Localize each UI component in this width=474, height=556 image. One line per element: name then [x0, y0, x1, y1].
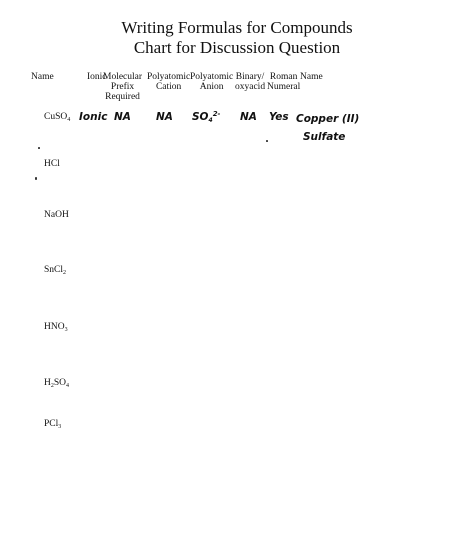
- anion-subscript: 4: [208, 117, 213, 124]
- compound-subscript: 3: [58, 424, 62, 430]
- header-ionic-text: Ionic: [87, 72, 107, 82]
- title-line-2: Chart for Discussion Question: [133, 38, 341, 57]
- stray-mark: [38, 147, 40, 149]
- compound-base: PCl: [44, 419, 59, 429]
- header-name: [31, 72, 54, 82]
- compound-label: [44, 322, 68, 333]
- compound-base: CuSO: [44, 112, 68, 122]
- answer-molecular: NA: [114, 111, 131, 123]
- compound-subscript: 2: [50, 383, 54, 389]
- header-roman-l2: Numeral: [267, 82, 301, 92]
- header-binary-l1: Binary/: [235, 72, 265, 82]
- header-polyatomic-anion-l2: Anion: [199, 82, 224, 92]
- answer-polyatomic-anion: [192, 110, 220, 124]
- answer-name-line-2: Sulfate: [303, 131, 346, 143]
- compound-label: [44, 378, 69, 389]
- answer-ionic: Ionic: [79, 111, 108, 123]
- anion-charge: 2-: [212, 110, 221, 118]
- compound-base: HCl: [44, 159, 60, 169]
- header-polyatomic-cation-l1: Polyatomic: [147, 72, 191, 82]
- compound-base: HNO: [44, 322, 65, 332]
- header-molecular-l2: Prefix: [110, 82, 135, 92]
- compound-subscript: 3: [64, 327, 68, 333]
- compound-label: [44, 419, 61, 430]
- header-name-2: [300, 72, 323, 82]
- compound-subscript: 2: [63, 270, 67, 276]
- compound-label: [44, 210, 69, 220]
- header-roman-l1: Roman: [269, 72, 298, 82]
- stray-mark: [35, 177, 37, 180]
- header-binary-l2: oxyacid: [235, 82, 266, 92]
- header-name-text: Name: [31, 72, 54, 82]
- header-polyatomic-anion-l1: Polyatomic: [190, 72, 234, 82]
- compound-base-2: SO: [53, 378, 67, 388]
- compound-subscript-2: 4: [66, 383, 70, 389]
- compound-label: [44, 112, 70, 123]
- answer-name-line-1: Copper (II): [296, 113, 360, 125]
- header-polyatomic-cation-l2: Cation: [155, 82, 182, 92]
- header-molecular: [103, 72, 142, 102]
- stray-mark: [266, 140, 268, 142]
- answer-roman-numeral: Yes: [269, 111, 289, 123]
- compound-base: H: [44, 378, 51, 388]
- header-molecular-l1: Molecular: [103, 72, 143, 82]
- header-roman-numeral: [267, 72, 300, 92]
- compound-label: [44, 159, 60, 169]
- header-molecular-l3: Required: [105, 92, 140, 102]
- answer-polyatomic-cation: NA: [156, 111, 173, 123]
- compound-label: [44, 265, 66, 276]
- header-name-2-text: Name: [300, 72, 323, 82]
- header-binary-oxyacid: [235, 72, 265, 92]
- answer-binary-oxyacid: NA: [240, 111, 257, 123]
- title-line-1: Writing Formulas for Compounds: [121, 18, 353, 37]
- header-polyatomic-anion: [190, 72, 233, 92]
- header-polyatomic-cation: [147, 72, 190, 92]
- compound-subscript: 4: [67, 117, 71, 123]
- anion-base: SO: [192, 111, 209, 123]
- compound-base: NaOH: [44, 210, 69, 220]
- compound-base: SnCl: [44, 265, 64, 275]
